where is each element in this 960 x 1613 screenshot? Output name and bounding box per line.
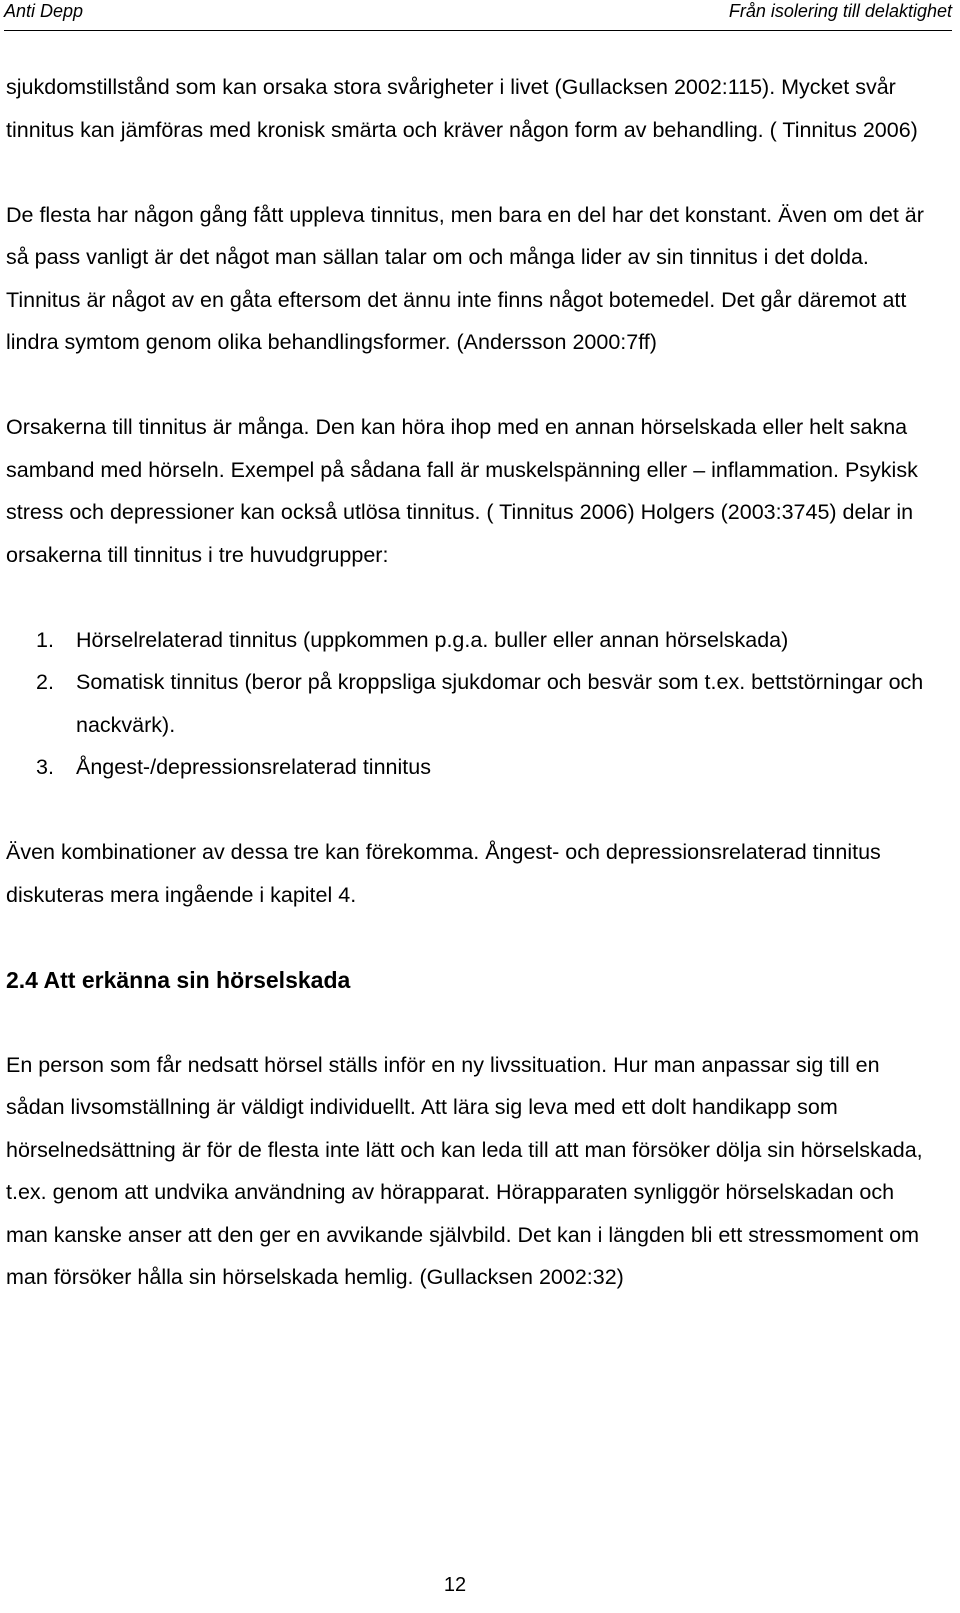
list-item — [6, 619, 936, 662]
list-item-number: 2. — [36, 670, 54, 694]
cause-list — [6, 619, 936, 789]
paragraph-5: En person som får nedsatt hörsel ställs inför en ny livssituation. Hur man anpassar sig till en sådan livsomställning är väldigt individuellt. Att lära sig leva med ett dolt handikapp som hörselnedsättning är för de flesta inte lätt och kan leda till att man försöker dölja sin hörselskada, t.ex. genom att undvika användning av hörapparat. Hörapparaten synliggör hörselskadan och man kanske anser att den ger en avvikande självbild. Det kan i längden bli ett stressmoment om man försöker hålla sin hörselskada hemlig. (Gullacksen 2002:32) — [6, 1052, 923, 1289]
page-number: 12 — [443, 1574, 467, 1596]
list-item — [6, 746, 936, 789]
header-title: Från isolering till delaktighet — [728, 1, 952, 21]
list-item-text: Ångest-/depressionsrelaterad tinnitus — [76, 755, 431, 779]
page-body — [6, 66, 936, 1341]
list-item-number: 1. — [36, 627, 54, 652]
list-item-number: 3. — [36, 755, 54, 779]
section-heading: 2.4 Att erkänna sin hörselskada — [6, 966, 351, 993]
paragraph-3: Orsakerna till tinnitus är många. Den kan höra ihop med en annan hörselskada eller helt sakna samband med hörseln. Exempel på sådana fall är muskelspänning eller – inflammation. Psykisk stress och depressioner kan också utlösa tinnitus. ( Tinnitus 2006) Holgers (2003:3745) delar in orsakerna till tinnitus i tre huvudgrupper: — [6, 415, 918, 567]
page-header — [4, 0, 952, 26]
header-divider — [4, 30, 952, 31]
paragraph-4: Även kombinationer av dessa tre kan förekomma. Ångest- och depressionsrelaterad tinnitus diskuteras mera ingående i kapitel 4. — [6, 840, 881, 907]
list-item-text: Hörselrelaterad tinnitus (uppkommen p.g.a. buller eller annan hörselskada) — [76, 627, 789, 652]
list-item-text: Somatisk tinnitus (beror på kroppsliga sjukdomar och besvär som t.ex. bettstörningar och nackvärk). — [76, 670, 924, 737]
paragraph-2: De flesta har någon gång fått uppleva tinnitus, men bara en del har det konstant. Även om det är så pass vanligt är det något man sällan talar om och många lider av sin tinnitus i det dolda. Tinnitus är något av en gåta eftersom det ännu inte finns något botemedel. Det går däremot att lindra symtom genom olika behandlingsformer. (Andersson 2000:7ff) — [6, 202, 924, 354]
paragraph-1: sjukdomstillstånd som kan orsaka stora svårigheter i livet (Gullacksen 2002:115). Mycket svår tinnitus kan jämföras med kronisk smärta och kräver någon form av behandling. ( Tinnitus 2006) — [6, 75, 918, 142]
header-author: Anti Depp — [4, 1, 84, 21]
list-item — [6, 661, 936, 746]
